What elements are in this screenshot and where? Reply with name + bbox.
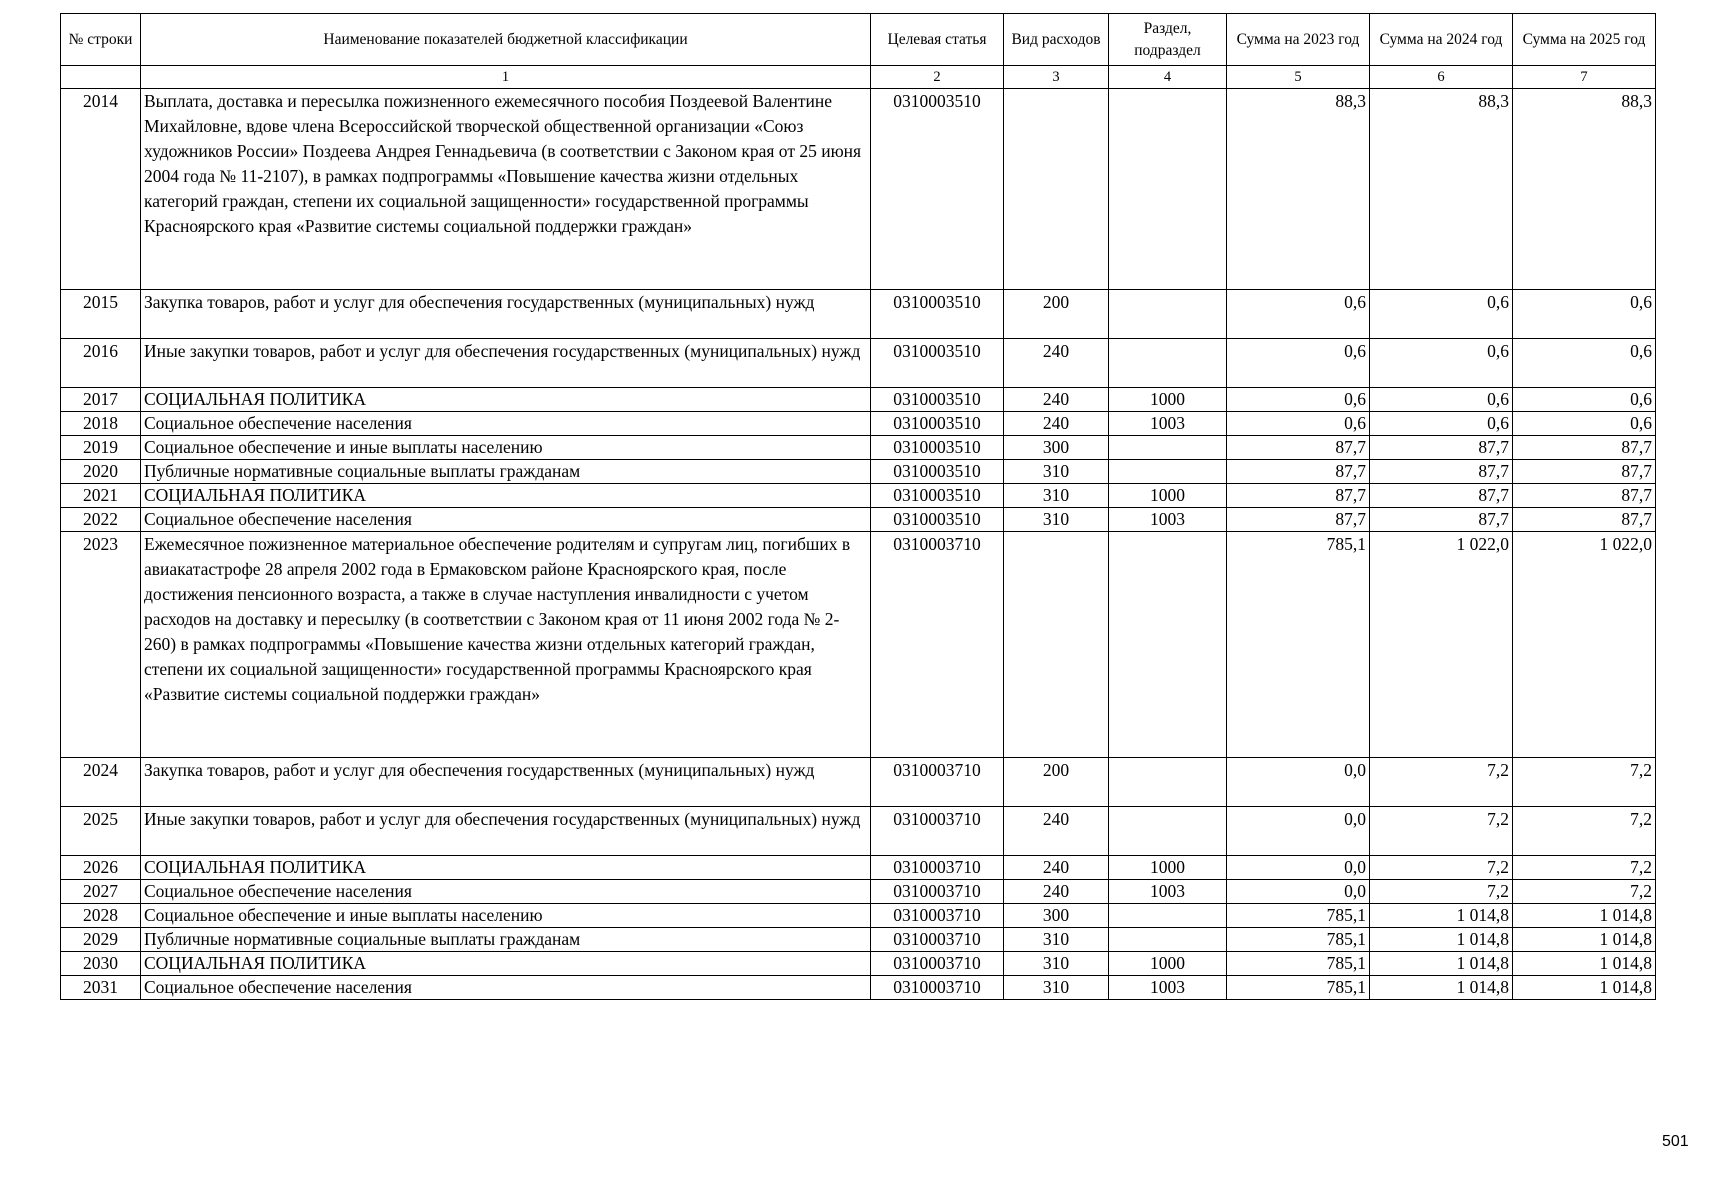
row-number: 2022 [61, 508, 141, 532]
row-section [1109, 807, 1227, 856]
row-number: 2018 [61, 412, 141, 436]
header-sum-2024: Сумма на 2024 год [1370, 14, 1513, 66]
row-sum-2024: 87,7 [1370, 508, 1513, 532]
row-expense-type: 240 [1004, 880, 1109, 904]
header-name: Наименование показателей бюджетной классификации [141, 14, 871, 66]
row-sum-2023: 785,1 [1227, 976, 1370, 1000]
table-header [61, 14, 1656, 89]
row-sum-2024: 7,2 [1370, 856, 1513, 880]
col-number: 2 [871, 66, 1004, 89]
table-row [61, 532, 1656, 758]
col-number: 6 [1370, 66, 1513, 89]
table-row [61, 952, 1656, 976]
row-sum-2023: 0,0 [1227, 807, 1370, 856]
table-row [61, 508, 1656, 532]
row-sum-2024: 1 014,8 [1370, 904, 1513, 928]
row-name: Социальное обеспечение населения [141, 976, 871, 1000]
row-expense-type [1004, 532, 1109, 758]
row-sum-2024: 0,6 [1370, 339, 1513, 388]
row-target-code: 0310003710 [871, 807, 1004, 856]
col-number: 1 [141, 66, 871, 89]
row-name: Закупка товаров, работ и услуг для обеспечения государственных (муниципальных) нужд [141, 758, 871, 807]
row-sum-2023: 0,6 [1227, 412, 1370, 436]
row-sum-2025: 0,6 [1513, 412, 1656, 436]
row-section [1109, 532, 1227, 758]
row-name: Иные закупки товаров, работ и услуг для обеспечения государственных (муниципальных) нужд [141, 339, 871, 388]
header-sum-2023: Сумма на 2023 год [1227, 14, 1370, 66]
row-target-code: 0310003510 [871, 436, 1004, 460]
header-vr: Вид расходов [1004, 14, 1109, 66]
table-row [61, 976, 1656, 1000]
row-number: 2027 [61, 880, 141, 904]
row-sum-2023: 0,0 [1227, 880, 1370, 904]
row-sum-2025: 1 014,8 [1513, 952, 1656, 976]
col-number: 3 [1004, 66, 1109, 89]
row-name: СОЦИАЛЬНАЯ ПОЛИТИКА [141, 952, 871, 976]
row-name: Публичные нормативные социальные выплаты гражданам [141, 928, 871, 952]
row-sum-2025: 87,7 [1513, 436, 1656, 460]
row-number: 2025 [61, 807, 141, 856]
row-sum-2024: 0,6 [1370, 412, 1513, 436]
table-row [61, 412, 1656, 436]
row-name: Социальное обеспечение населения [141, 412, 871, 436]
row-number: 2021 [61, 484, 141, 508]
row-section: 1003 [1109, 412, 1227, 436]
row-expense-type: 310 [1004, 460, 1109, 484]
row-expense-type: 300 [1004, 904, 1109, 928]
row-sum-2025: 1 014,8 [1513, 976, 1656, 1000]
row-sum-2024: 87,7 [1370, 436, 1513, 460]
row-sum-2024: 0,6 [1370, 388, 1513, 412]
row-sum-2023: 0,6 [1227, 339, 1370, 388]
table-row [61, 290, 1656, 339]
row-target-code: 0310003510 [871, 508, 1004, 532]
header-rz: Раздел, подраздел [1109, 14, 1227, 66]
row-target-code: 0310003510 [871, 339, 1004, 388]
budget-table [60, 13, 1656, 1000]
table-row [61, 89, 1656, 290]
row-number: 2024 [61, 758, 141, 807]
row-sum-2024: 1 014,8 [1370, 928, 1513, 952]
row-target-code: 0310003710 [871, 952, 1004, 976]
row-sum-2025: 0,6 [1513, 339, 1656, 388]
row-expense-type: 240 [1004, 856, 1109, 880]
row-name: Ежемесячное пожизненное материальное обеспечение родителям и супругам лиц, погибших в авиакатастрофе 28 апреля 2002 года в Ермаковском районе Красноярского края, после достижения пенсионного возраста, а также в случае наступления инвалидности с учетом расходов на доставку и пересылку (в соответствии с Законом края от 11 июня 2002 года № 2-260) в рамках подпрограммы «Повышение качества жизни отдельных категорий граждан, степени их социальной защищенности» государственной программы Красноярского края «Развитие системы социальной поддержки граждан» [141, 532, 871, 758]
table-row [61, 460, 1656, 484]
row-section [1109, 339, 1227, 388]
row-sum-2023: 0,0 [1227, 758, 1370, 807]
table-row [61, 856, 1656, 880]
row-sum-2023: 785,1 [1227, 904, 1370, 928]
column-number-row [61, 66, 1656, 89]
row-name: СОЦИАЛЬНАЯ ПОЛИТИКА [141, 388, 871, 412]
row-number: 2019 [61, 436, 141, 460]
row-expense-type [1004, 89, 1109, 290]
row-expense-type: 200 [1004, 290, 1109, 339]
row-sum-2024: 1 014,8 [1370, 952, 1513, 976]
table-body [61, 89, 1656, 1000]
row-target-code: 0310003710 [871, 880, 1004, 904]
row-section: 1000 [1109, 484, 1227, 508]
row-expense-type: 310 [1004, 928, 1109, 952]
row-name: СОЦИАЛЬНАЯ ПОЛИТИКА [141, 484, 871, 508]
row-sum-2025: 88,3 [1513, 89, 1656, 290]
row-expense-type: 310 [1004, 484, 1109, 508]
row-section [1109, 89, 1227, 290]
table-row [61, 880, 1656, 904]
row-sum-2023: 87,7 [1227, 484, 1370, 508]
row-sum-2023: 785,1 [1227, 952, 1370, 976]
row-sum-2023: 87,7 [1227, 436, 1370, 460]
row-target-code: 0310003510 [871, 484, 1004, 508]
row-name: Социальное обеспечение населения [141, 880, 871, 904]
row-target-code: 0310003510 [871, 460, 1004, 484]
row-section: 1003 [1109, 976, 1227, 1000]
header-code: Целевая статья [871, 14, 1004, 66]
row-target-code: 0310003710 [871, 758, 1004, 807]
row-sum-2023: 87,7 [1227, 460, 1370, 484]
row-sum-2023: 0,6 [1227, 290, 1370, 339]
row-name: Социальное обеспечение и иные выплаты населению [141, 436, 871, 460]
table-row [61, 339, 1656, 388]
row-sum-2023: 0,0 [1227, 856, 1370, 880]
row-sum-2025: 1 014,8 [1513, 928, 1656, 952]
row-expense-type: 200 [1004, 758, 1109, 807]
row-target-code: 0310003510 [871, 412, 1004, 436]
row-sum-2025: 7,2 [1513, 758, 1656, 807]
row-sum-2025: 7,2 [1513, 807, 1656, 856]
row-expense-type: 240 [1004, 388, 1109, 412]
table-row [61, 436, 1656, 460]
header-row-no: № строки [61, 14, 141, 66]
row-sum-2024: 0,6 [1370, 290, 1513, 339]
row-sum-2024: 88,3 [1370, 89, 1513, 290]
row-sum-2023: 785,1 [1227, 532, 1370, 758]
row-sum-2023: 88,3 [1227, 89, 1370, 290]
col-number: 4 [1109, 66, 1227, 89]
row-sum-2025: 7,2 [1513, 856, 1656, 880]
row-target-code: 0310003510 [871, 388, 1004, 412]
row-expense-type: 240 [1004, 412, 1109, 436]
row-target-code: 0310003710 [871, 532, 1004, 758]
row-target-code: 0310003510 [871, 89, 1004, 290]
row-sum-2024: 7,2 [1370, 807, 1513, 856]
row-number: 2015 [61, 290, 141, 339]
col-number: 7 [1513, 66, 1656, 89]
table-row [61, 484, 1656, 508]
row-number: 2017 [61, 388, 141, 412]
table-row [61, 758, 1656, 807]
row-sum-2025: 0,6 [1513, 290, 1656, 339]
row-target-code: 0310003710 [871, 856, 1004, 880]
row-sum-2024: 1 022,0 [1370, 532, 1513, 758]
row-name: Закупка товаров, работ и услуг для обеспечения государственных (муниципальных) нужд [141, 290, 871, 339]
row-expense-type: 310 [1004, 976, 1109, 1000]
row-target-code: 0310003710 [871, 904, 1004, 928]
table-row [61, 904, 1656, 928]
row-section [1109, 436, 1227, 460]
row-expense-type: 240 [1004, 339, 1109, 388]
row-number: 2020 [61, 460, 141, 484]
row-sum-2024: 1 014,8 [1370, 976, 1513, 1000]
row-sum-2025: 7,2 [1513, 880, 1656, 904]
row-sum-2023: 0,6 [1227, 388, 1370, 412]
row-number: 2030 [61, 952, 141, 976]
row-section: 1000 [1109, 856, 1227, 880]
row-number: 2014 [61, 89, 141, 290]
row-sum-2025: 1 014,8 [1513, 904, 1656, 928]
row-section [1109, 460, 1227, 484]
row-number: 2023 [61, 532, 141, 758]
col-number [61, 66, 141, 89]
row-expense-type: 240 [1004, 807, 1109, 856]
table-row [61, 928, 1656, 952]
row-sum-2025: 87,7 [1513, 484, 1656, 508]
row-section [1109, 904, 1227, 928]
table-row [61, 388, 1656, 412]
row-name: Социальное обеспечение и иные выплаты населению [141, 904, 871, 928]
row-section [1109, 758, 1227, 807]
row-number: 2029 [61, 928, 141, 952]
row-number: 2031 [61, 976, 141, 1000]
row-section: 1000 [1109, 952, 1227, 976]
row-target-code: 0310003710 [871, 976, 1004, 1000]
row-section [1109, 928, 1227, 952]
row-sum-2025: 1 022,0 [1513, 532, 1656, 758]
row-sum-2023: 785,1 [1227, 928, 1370, 952]
table-row [61, 807, 1656, 856]
row-target-code: 0310003710 [871, 928, 1004, 952]
row-name: Иные закупки товаров, работ и услуг для обеспечения государственных (муниципальных) нужд [141, 807, 871, 856]
row-sum-2025: 0,6 [1513, 388, 1656, 412]
row-expense-type: 300 [1004, 436, 1109, 460]
row-section: 1003 [1109, 508, 1227, 532]
row-number: 2028 [61, 904, 141, 928]
row-section: 1003 [1109, 880, 1227, 904]
row-number: 2016 [61, 339, 141, 388]
row-sum-2024: 7,2 [1370, 758, 1513, 807]
row-sum-2024: 87,7 [1370, 460, 1513, 484]
col-number: 5 [1227, 66, 1370, 89]
row-expense-type: 310 [1004, 952, 1109, 976]
row-sum-2024: 7,2 [1370, 880, 1513, 904]
row-number: 2026 [61, 856, 141, 880]
row-name: Социальное обеспечение населения [141, 508, 871, 532]
row-sum-2023: 87,7 [1227, 508, 1370, 532]
row-expense-type: 310 [1004, 508, 1109, 532]
page-number: 501 [1662, 1133, 1689, 1150]
row-target-code: 0310003510 [871, 290, 1004, 339]
row-name: Выплата, доставка и пересылка пожизненного ежемесячного пособия Поздеевой Валентине Михайловне, вдове члена Всероссийской творческой общественной организации «Союз художников России» Поздеева Андрея Геннадьевича (в соответствии с Законом края от 25 июня 2004 года № 11-2107), в рамках подпрограммы «Повышение качества жизни отдельных категорий граждан, степени их социальной защищенности» государственной программы Красноярского края «Развитие системы социальной поддержки граждан» [141, 89, 871, 290]
row-section: 1000 [1109, 388, 1227, 412]
row-section [1109, 290, 1227, 339]
header-sum-2025: Сумма на 2025 год [1513, 14, 1656, 66]
row-sum-2025: 87,7 [1513, 508, 1656, 532]
row-sum-2024: 87,7 [1370, 484, 1513, 508]
row-name: Публичные нормативные социальные выплаты гражданам [141, 460, 871, 484]
row-sum-2025: 87,7 [1513, 460, 1656, 484]
row-name: СОЦИАЛЬНАЯ ПОЛИТИКА [141, 856, 871, 880]
